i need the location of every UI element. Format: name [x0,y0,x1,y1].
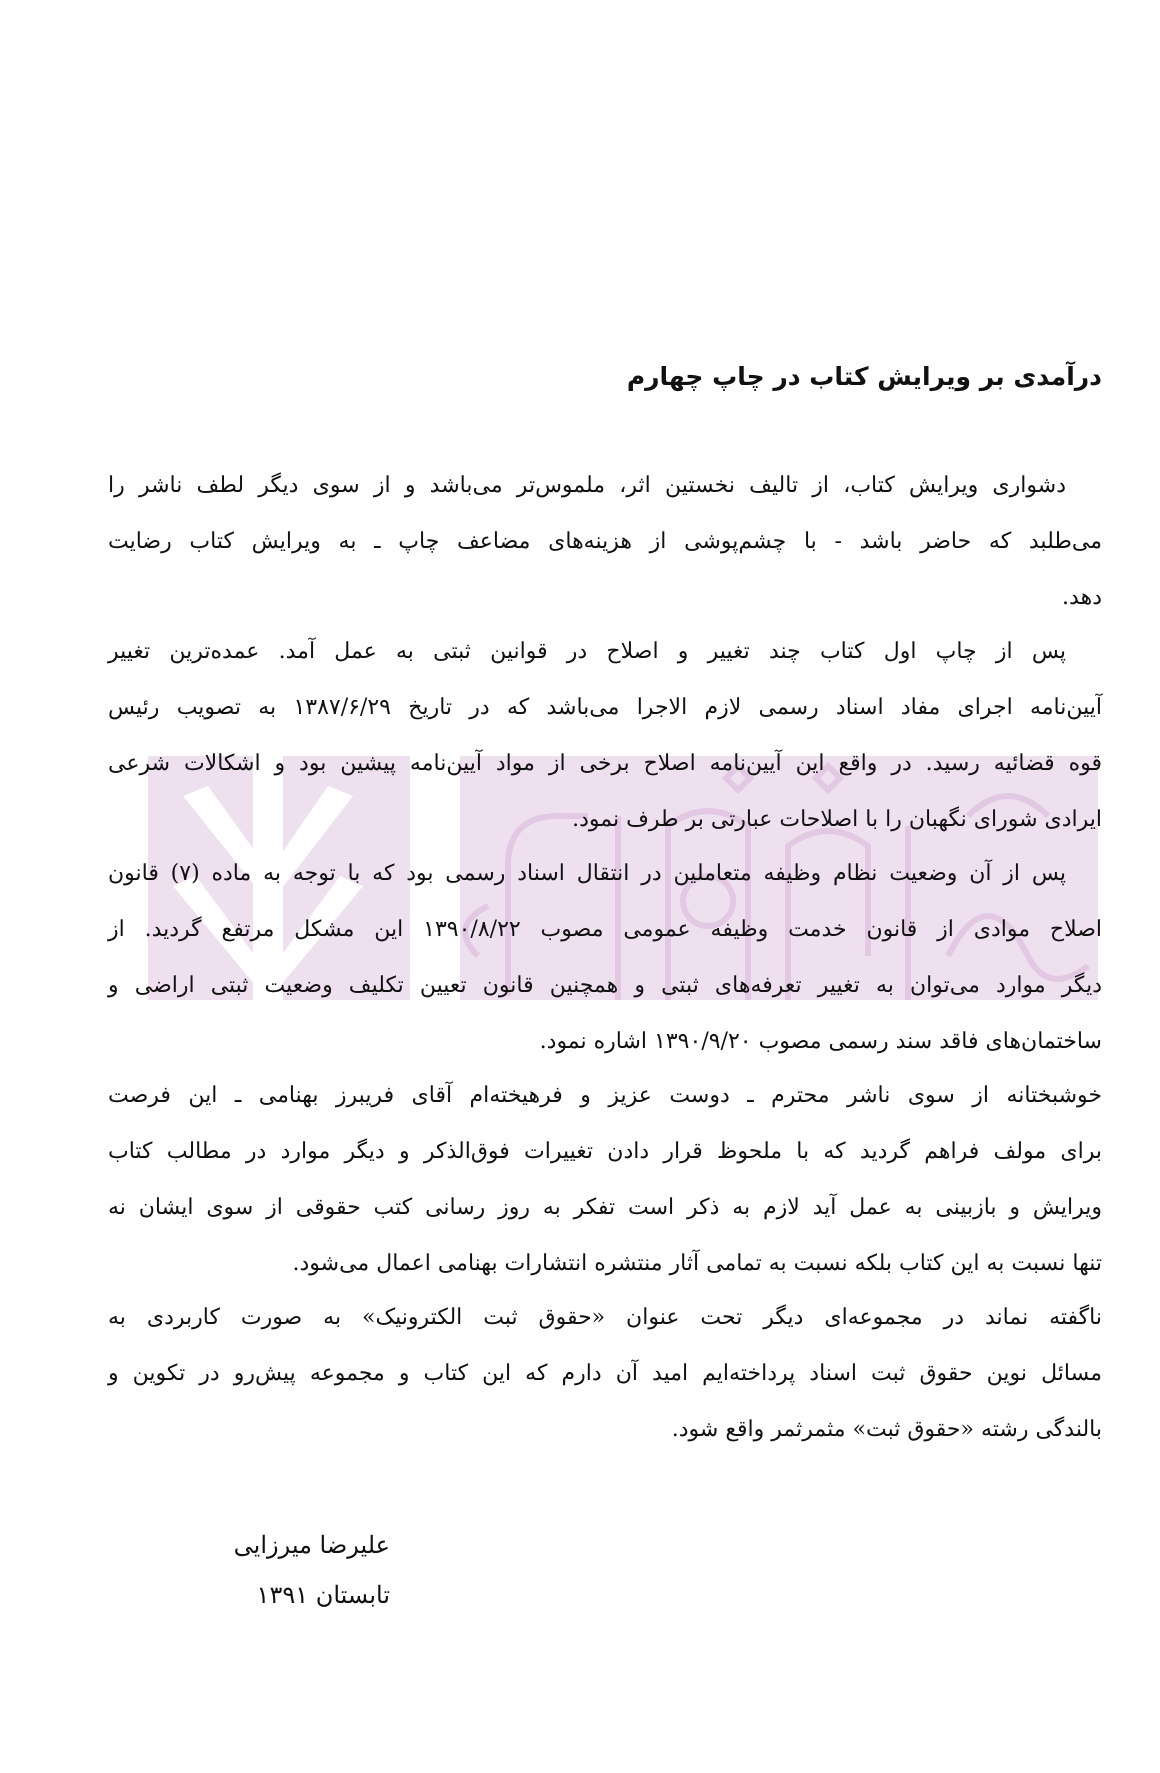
paragraph-3 [108,846,1102,1070]
signature-block [220,1520,390,1620]
paragraph-line: دهد. [1062,585,1102,610]
paragraph-5 [108,1290,1102,1458]
paragraph-line: برای مولف فراهم گردید که با ملحوظ قرار دادن تغییرات فوق‌الذکر و دیگر موارد در مطالب کتاب [108,1139,1102,1164]
paragraph-line: پس از آن وضعیت نظام وظیفه متعاملین در انتقال اسناد رسمی بود که با توجه به ماده (۷) قانون [108,861,1066,886]
paragraph-line: دشواری ویرایش کتاب، از تالیف نخستین اثر، ملموس‌تر می‌باشد و از سوی دیگر لطف ناشر را [108,473,1066,498]
paragraph-line: تنها نسبت به این کتاب بلکه نسبت به تمامی آثار منتشره انتشارات بهنامی اعمال می‌شود. [292,1251,1102,1276]
signature-date: تابستان ۱۳۹۱ [256,1581,390,1609]
paragraph-line: بالندگی رشته «حقوق ثبت» مثمرثمر واقع شود. [671,1417,1102,1442]
paragraph-line: آیین‌نامه اجرای مفاد اسناد رسمی لازم الاجرا می‌باشد که در تاریخ ۱۳۸۷/۶/۲۹ به تصویب رئیس [108,695,1102,720]
paragraph-line: ویرایش و بازبینی به عمل آید لازم به ذکر است تفکر به روز رسانی کتب حقوقی از سوی ایشان نه [108,1195,1102,1220]
paragraph-4 [108,1068,1102,1292]
author-name: علیرضا میرزایی [233,1531,390,1559]
paragraph-line: دیگر موارد می‌توان به تغییر تعرفه‌های ثبتی و همچنین قانون تعیین تکلیف وضعیت ثبتی اراضی و [108,973,1102,998]
paragraph-line: مسائل نوین حقوق ثبت اسناد پرداخته‌ایم امید آن دارم که این کتاب و مجموعه پیش‌رو در تکوین و [108,1361,1102,1386]
paragraph-line: اصلاح موادی از قانون خدمت وظیفه عمومی مصوب ۱۳۹۰/۸/۲۲ این مشکل مرتفع گردید. از [108,917,1102,942]
paragraph-line: می‌طلبد که حاضر باشد - با چشم‌پوشی از هزینه‌های مضاعف چاپ ـ به ویرایش کتاب رضایت [108,529,1102,554]
paragraph-line: قوه قضائیه رسید. در واقع این آیین‌نامه اصلاح برخی از مواد آیین‌نامه پیشین بود و اشکالات شرعی [108,751,1102,776]
paragraph-line: ایرادی شورای نگهبان را با اصلاحات عبارتی بر طرف نمود. [572,807,1102,832]
paragraph-line: خوشبختانه از سوی ناشر محترم ـ دوست عزیز و فرهیخته‌ام آقای فریبرز بهنامی ـ این فرصت [108,1083,1102,1108]
paragraph-line: پس از چاپ اول کتاب چند تغییر و اصلاح در قوانین ثبتی به عمل آمد. عمده‌ترین تغییر [108,639,1066,664]
section-heading: درآمدی بر ویرایش کتاب در چاپ چهارم [626,362,1102,391]
paragraph-line: ناگفته نماند در مجموعه‌ای دیگر تحت عنوان «حقوق ثبت الکترونیک» به صورت کاربردی به [108,1305,1102,1330]
paragraph-2 [108,624,1102,848]
paragraph-line: ساختمان‌های فاقد سند رسمی مصوب ۱۳۹۰/۹/۲۰ اشاره نمود. [539,1029,1102,1054]
paragraph-1 [108,458,1102,626]
